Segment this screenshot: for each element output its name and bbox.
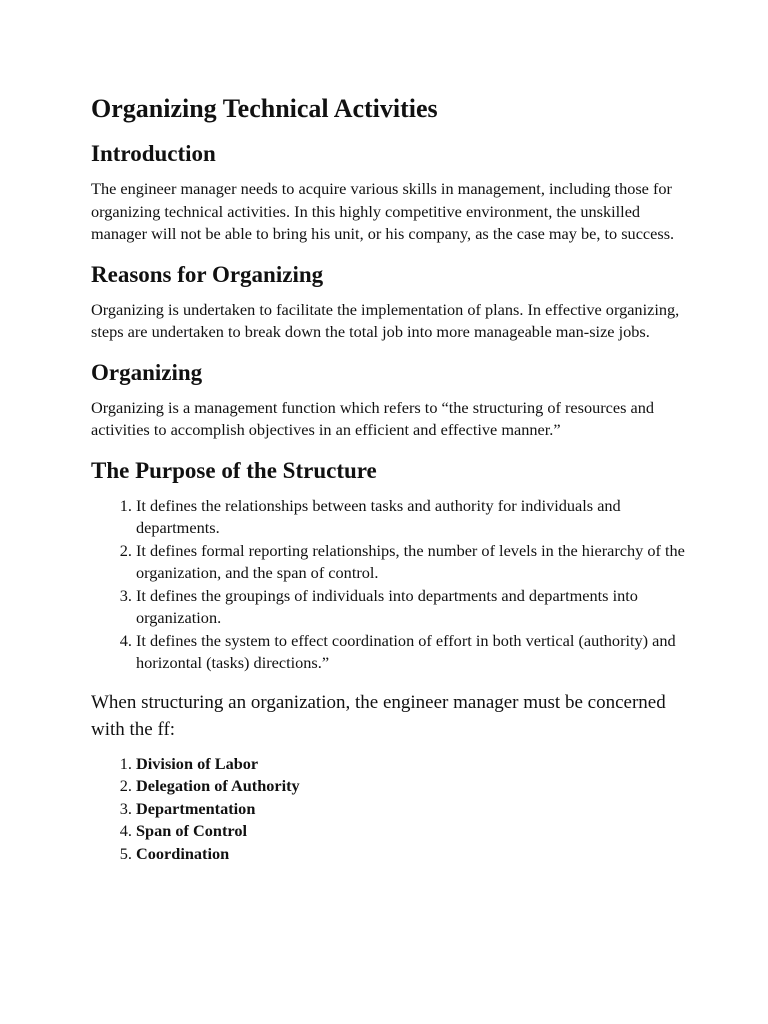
list-item (136, 798, 688, 821)
document-title: Organizing Technical Activities (91, 94, 438, 123)
list-item (136, 843, 688, 866)
list-item-label: Delegation of Authority (136, 776, 300, 795)
list-item: 1. It defines the relationships between tasks and authority for individuals and departments. (136, 495, 688, 540)
concerns-list (91, 753, 688, 866)
list-item: 3. It defines the groupings of individuals into departments and departments into organization. (136, 585, 688, 630)
list-item: 2. It defines formal reporting relationships, the number of levels in the hierarchy of the organization, and the span of control. (136, 540, 688, 585)
list-item-label: Span of Control (136, 821, 247, 840)
organizing-paragraph: Organizing is a management function which refers to “the structuring of resources and activities to accomplish objectives in an efficient and effective manner.” (91, 397, 655, 439)
purpose-list (91, 495, 688, 675)
section-heading-organizing: Organizing (91, 359, 203, 385)
list-item (136, 775, 688, 798)
introduction-paragraph: The engineer manager needs to acquire various skills in management, including those for organizing technical activities. In this highly competitive environment, the unskilled manager will not be able to bring his unit, or his company, as the case may be, to success. (91, 179, 675, 243)
list-item (136, 820, 688, 843)
reasons-paragraph: Organizing is undertaken to facilitate the implementation of plans. In effective organizing, steps are undertaken to break down the total job into more manageable man-size jobs. (91, 299, 680, 341)
list-item-label: Division of Labor (136, 753, 259, 773)
concerns-lead: When structuring an organization, the engineer manager must be concerned with the ff: (91, 691, 666, 740)
section-heading-introduction: Introduction (91, 141, 216, 166)
list-item: 4. It defines the system to effect coordination of effort in both vertical (authority) and horizontal (tasks) directions.” (136, 630, 688, 675)
list-item-label: Coordination (136, 843, 230, 863)
section-heading-reasons: Reasons for Organizing (91, 261, 324, 287)
list-item-label: Departmentation (136, 798, 256, 818)
list-item (136, 753, 688, 776)
section-heading-purpose: The Purpose of the Structure (91, 457, 377, 483)
